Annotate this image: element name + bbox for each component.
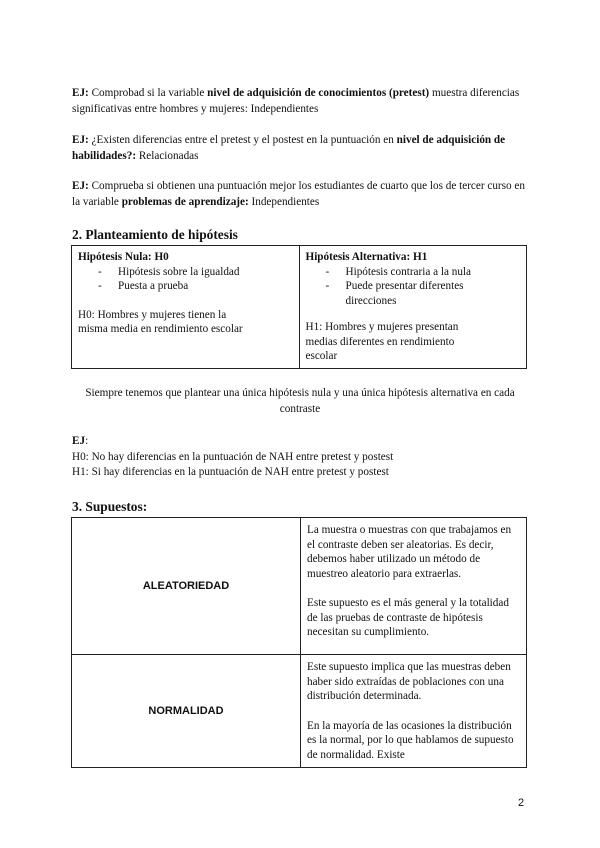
alt-hypothesis-cell [299, 246, 527, 369]
example-variable: problemas de aprendizaje: [121, 195, 249, 208]
table-row [72, 518, 527, 655]
example-label: EJ [72, 435, 86, 447]
list-item: - Hipótesis sobre la igualdad [98, 265, 293, 280]
list-item: - Hipótesis contraria a la nula [326, 265, 486, 280]
hypothesis-table [71, 245, 527, 369]
null-hypothesis-heading: Hipótesis Nula: H0 [78, 251, 169, 263]
example-text: Independientes [248, 195, 320, 208]
alt-hypothesis-statement: H1: Hombres y mujeres presentan medias diferentes en rendimiento escolar [305, 321, 459, 362]
example-text: ¿Existen diferencias entre el pretest y el postest en la puntuación en [88, 134, 397, 146]
assumption-description [301, 518, 527, 655]
null-hypothesis-list [78, 265, 293, 294]
example-variable: nivel de adquisición de conocimientos (pretest) [207, 87, 430, 99]
hypothesis-example [72, 434, 393, 481]
assumption-paragraph: La muestra o muestras con que trabajamos en el contraste deben ser aleatorias. Es decir, debemos haber utilizado un método de muestreo aleatorio para extraerlas. [307, 524, 512, 580]
example-text: Comprueba si obtienen una puntuación mejor los estudiantes de cuarto que los de tercer curso en la variable [72, 180, 525, 208]
example-variable: nivel de adquisición de habilidades?: [72, 134, 506, 162]
page-number: 2 [518, 797, 525, 809]
example-h0: H0: No hay diferencias en la puntuación de NAH entre pretest y postest [72, 450, 394, 463]
assumptions-table [71, 517, 527, 768]
assumption-name: NORMALIDAD [72, 655, 301, 768]
table-row [72, 655, 527, 768]
list-item: - Puesta a prueba [98, 279, 293, 294]
alt-hypothesis-list [306, 265, 486, 309]
example-paragraph-2 [72, 133, 532, 164]
example-text: Comprobad si la variable [88, 87, 208, 99]
example-paragraph-3 [72, 179, 532, 210]
example-text: muestra diferencias significativas entre hombres y mujeres: Independientes [72, 87, 520, 115]
section-heading-assumptions: 3. Supuestos: [72, 499, 148, 514]
alt-hypothesis-heading: Hipótesis Alternativa: H1 [305, 251, 428, 263]
example-label: EJ: [72, 87, 89, 99]
assumption-paragraph: En la mayoría de las ocasiones la distribución es la normal, por lo que hablamos de supuesto de normalidad. Existe [307, 719, 514, 761]
assumption-description [301, 655, 527, 768]
list-item: - Puede presentar diferentes direcciones [326, 279, 486, 308]
example-label: EJ: [72, 134, 89, 146]
example-h1: H1: Si hay diferencias en la puntuación de NAH entre pretest y postest [72, 466, 389, 478]
section-heading-hypotheses: 2. Planteamiento de hipótesis [72, 227, 238, 242]
example-text: Relacionadas [136, 149, 199, 162]
assumption-paragraph: Este supuesto es el más general y la totalidad de las pruebas de contraste de hipótesis necesitan su cumplimiento. [307, 597, 509, 638]
example-paragraph-1 [72, 86, 532, 117]
example-label: EJ: [72, 180, 89, 192]
assumption-name: ALEATORIEDAD [72, 518, 301, 655]
assumption-paragraph: Este supuesto implica que las muestras deben haber sido extraídas de poblaciones con una distribución determinada. [307, 661, 511, 702]
example-colon: : [85, 435, 89, 447]
hypothesis-note: Siempre tenemos que plantear una única hipótesis nula y una única hipótesis alternativa en cada contraste [85, 387, 515, 415]
null-hypothesis-cell [72, 246, 300, 369]
null-hypothesis-statement: H0: Hombres y mujeres tienen la misma media en rendimiento escolar [78, 308, 243, 335]
